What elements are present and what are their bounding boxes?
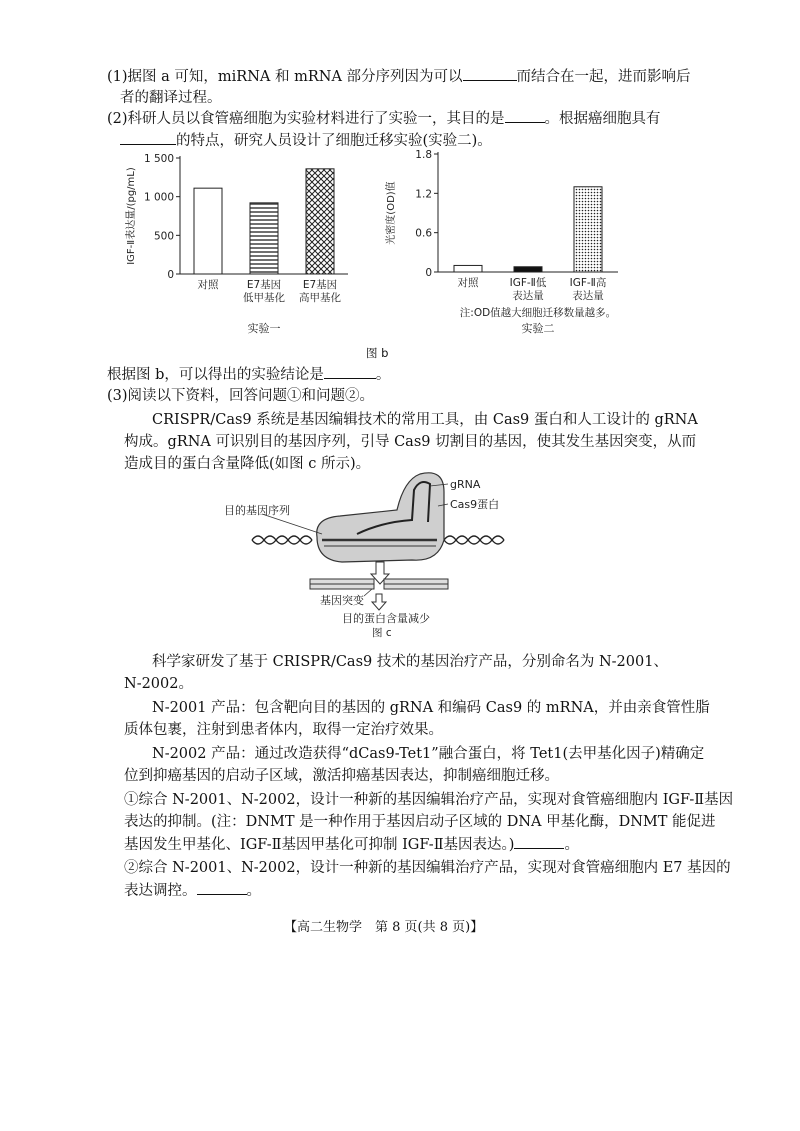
label-gene-mutation: 基因突变 (320, 594, 364, 607)
experiment-2-chart (380, 146, 650, 351)
label-target-gene: 目的基因序列 (224, 504, 290, 517)
chart-title: 实验一 (247, 322, 281, 335)
bar (250, 203, 278, 274)
bar (574, 187, 602, 272)
q2-text-c: 的特点，研究人员设计了细胞迁移实验(实验二)。 (176, 133, 492, 149)
q2-line1 (107, 108, 661, 129)
y-tick-label: 500 (153, 230, 174, 243)
answer-blank[interactable] (505, 108, 545, 123)
x-tick-label: 高甲基化 (299, 292, 341, 304)
y-tick-label: 1 000 (143, 191, 174, 204)
x-tick-label: E7基因 (302, 279, 338, 291)
answer-blank[interactable] (514, 834, 564, 849)
q3-intro: (3)阅读以下资料，回答问题①和问题②。 (107, 388, 375, 404)
x-tick-label: 对照 (457, 277, 479, 289)
q3a-line1: ①综合 N-2001、N-2002，设计一种新的基因编辑治疗产品，实现对食管癌细胞内 IGF-Ⅱ基因 (124, 792, 734, 808)
experiment-1-chart (120, 146, 360, 351)
para3-line2: 质体包裹，注射到患者体内，取得一定治疗效果。 (124, 722, 443, 738)
dna-left-strand (252, 536, 312, 544)
answer-blank[interactable] (324, 364, 376, 379)
y-tick-label: 1.8 (415, 149, 432, 161)
q1-text-b: 而结合在一起，进而影响后 (516, 69, 691, 85)
q3b-line1: ②综合 N-2001、N-2002，设计一种新的基因编辑治疗产品，实现对食管癌细胞内 E7 基因的 (124, 860, 731, 876)
label-protein-decrease: 目的蛋白含量减少 (342, 612, 430, 625)
answer-blank[interactable] (197, 880, 247, 895)
x-tick-label: 低甲基化 (243, 292, 285, 304)
q1-line2: 者的翻译过程。 (120, 90, 222, 106)
y-tick-label: 0.6 (415, 227, 432, 240)
q2-text-b: 。根据癌细胞具有 (544, 111, 661, 127)
q3a-text: 基因发生甲基化、IGF-Ⅱ基因甲基化可抑制 IGF-Ⅱ基因表达。) (124, 837, 515, 853)
q3-para1-line3: 造成目的蛋白含量降低(如图 c 所示)。 (124, 456, 371, 472)
answer-blank[interactable] (463, 66, 517, 81)
bar (194, 188, 222, 274)
page-footer: 【高二生物学 第 8 页(共 8 页)】 (284, 920, 484, 935)
x-tick-label: IGF-Ⅱ高 (569, 277, 607, 289)
q3-para1-line2: 构成。gRNA 可识别目的基因序列，引导 Cas9 切割目的基因，使其发生基因突变，从而 (124, 434, 697, 450)
figure-b-caption: 图 b (366, 346, 389, 360)
arrow-down-icon (372, 594, 386, 610)
para4-line1: N-2002 产品：通过改造获得“dCas9-Tet1”融合蛋白，将 Tet1(去甲基化因子)精确定 (152, 746, 705, 762)
x-tick-label: 对照 (197, 279, 219, 291)
para2-line1: 科学家研发了基于 CRISPR/Cas9 技术的基因治疗产品，分别命名为 N-2001、 (152, 654, 668, 670)
q2-text-a: (2)科研人员以食管癌细胞为实验材料进行了实验一，其目的是 (107, 111, 505, 127)
q2-conclusion: 根据图 b，可以得出的实验结论是 。 (107, 364, 390, 385)
chart-note: 注:OD值越大细胞迁移数量越多。 (459, 307, 617, 319)
bar (514, 267, 542, 272)
para3-line1: N-2001 产品：包含靶向目的基因的 gRNA 和编码 Cas9 的 mRNA，并由亲食管性脂 (152, 700, 710, 716)
x-tick-label: 表达量 (572, 290, 604, 302)
label-grna: gRNA (450, 478, 481, 491)
bar (454, 265, 482, 272)
q3b-line2: 表达调控。 。 (124, 880, 261, 901)
q3a-line2: 表达的抑制。(注：DNMT 是一种作用于基因启动子区域的 DNA 甲基化酶，DNMT 能促进 (124, 814, 716, 830)
y-axis-label: IGF-Ⅱ表达量/(pg/mL) (126, 167, 137, 265)
y-tick-label: 0 (425, 267, 432, 279)
q3b-text: 表达调控。 (124, 883, 197, 899)
para2-line2: N-2002。 (124, 676, 193, 692)
q1-text-a: (1)据图 a 可知，miRNA 和 mRNA 部分序列因为可以 (107, 69, 463, 85)
answer-blank[interactable] (120, 130, 176, 145)
chart-title: 实验二 (521, 322, 555, 335)
y-tick-label: 1 500 (143, 153, 174, 165)
cas9-protein-shape (317, 473, 444, 562)
figure-c-caption: 图 c (372, 627, 392, 639)
para4-line2: 位到抑癌基因的启动子区域，激活抑癌基因表达，抑制癌细胞迁移。 (124, 768, 559, 784)
dna-right-strand (444, 536, 504, 544)
x-tick-label: 表达量 (512, 290, 544, 302)
y-tick-label: 1.2 (415, 188, 432, 201)
x-tick-label: E7基因 (246, 279, 282, 291)
bar (306, 169, 334, 274)
q2-conclusion-text: 根据图 b，可以得出的实验结论是 (107, 367, 324, 383)
y-axis-label: 光密度(OD)值 (386, 181, 397, 245)
x-tick-label: IGF-Ⅱ低 (509, 277, 547, 289)
q3a-line3: 基因发生甲基化、IGF-Ⅱ基因甲基化可抑制 IGF-Ⅱ基因表达。) 。 (124, 834, 579, 855)
y-tick-label: 0 (167, 269, 174, 281)
crispr-diagram (222, 462, 542, 640)
q3-para1-line1: CRISPR/Cas9 系统是基因编辑技术的常用工具，由 Cas9 蛋白和人工设计的 gRNA (152, 412, 698, 428)
label-cas9: Cas9蛋白 (450, 498, 500, 511)
q1-line1 (107, 66, 691, 87)
